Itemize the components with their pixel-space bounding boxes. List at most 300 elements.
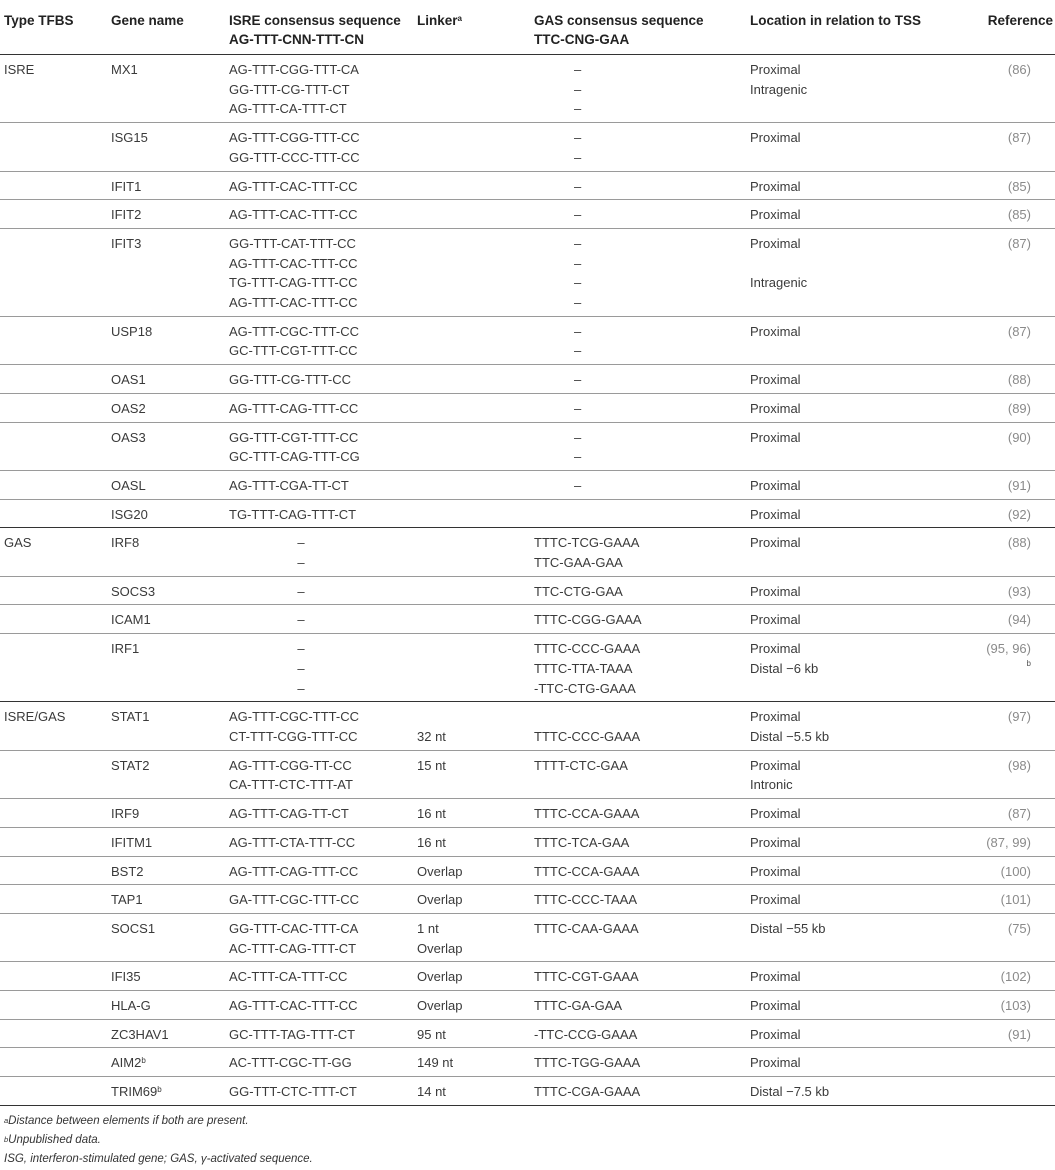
gas-sequence: TTTC-CGA-GAAA [534, 1084, 641, 1100]
gas-sequence: – [574, 235, 582, 251]
header-isre [229, 0, 417, 55]
location-value: Proximal [750, 1055, 801, 1071]
gene-name-cell [111, 365, 229, 394]
linker-cell [417, 316, 534, 364]
gas-sequence: – [574, 477, 582, 493]
gas-sequence [534, 707, 750, 727]
gene-name-cell [111, 1019, 229, 1048]
gas-sequence: TTTC-CGT-GAAA [534, 969, 639, 985]
table-row [0, 365, 1055, 394]
gas-sequence: TTTC-TCG-GAAA [534, 535, 640, 551]
reference-cell [950, 1048, 1055, 1077]
table-row [0, 422, 1055, 470]
isre-sequence-cell [229, 55, 417, 123]
gas-sequence: -TTC-CCG-GAAA [534, 1026, 638, 1042]
gene-footnote-mark: b [141, 1056, 146, 1066]
isre-sequence-cell [229, 171, 417, 200]
gene-name-cell [111, 856, 229, 885]
table-row [0, 393, 1055, 422]
type-tfbs-cell [0, 856, 111, 885]
table-row [0, 470, 1055, 499]
footnote-text: Distance between elements if both are present. [8, 1115, 249, 1127]
reference-cell [950, 171, 1055, 200]
gas-sequence: – [574, 62, 582, 77]
isre-sequence-cell [229, 123, 417, 171]
isre-sequence-cell [229, 528, 417, 576]
location-value: Proximal [750, 506, 801, 522]
header-type: Type TFBS [4, 13, 74, 28]
isre-sequence-cell [229, 200, 417, 229]
isre-sequence-cell [229, 856, 417, 885]
isre-sequence: AG-TTT-CAC-TTT-CC [229, 295, 358, 311]
isre-sequence: GC-TTT-CAG-TTT-CG [229, 449, 360, 465]
table-row [0, 200, 1055, 229]
location-value: Proximal [750, 892, 801, 908]
linker-cell [417, 827, 534, 856]
isre-sequence-cell [229, 1019, 417, 1048]
linker-cell [417, 634, 534, 702]
linker-cell [417, 913, 534, 961]
linker-cell [417, 799, 534, 828]
gene-name: IRF9 [111, 806, 140, 822]
gas-sequence-cell [534, 991, 750, 1020]
table-row [0, 528, 1055, 576]
isre-sequence-cell [229, 991, 417, 1020]
location-value: Proximal [750, 863, 801, 879]
gene-name-cell [111, 228, 229, 316]
gas-sequence: – [574, 101, 582, 117]
type-tfbs-cell [0, 316, 111, 364]
reference-cell [950, 605, 1055, 634]
location-value: Proximal [750, 583, 801, 599]
linker-cell [417, 885, 534, 914]
gene-name-cell [111, 499, 229, 528]
reference-cell [950, 499, 1055, 528]
reference-cell [950, 365, 1055, 394]
gene-name: IRF8 [111, 535, 140, 551]
gene-name-cell [111, 750, 229, 798]
gas-sequence-cell [534, 499, 750, 528]
gas-sequence: – [574, 178, 582, 194]
type-tfbs-cell [0, 750, 111, 798]
gene-name: OASL [111, 477, 146, 493]
reference-value: (98) [1007, 757, 1031, 773]
header-isre-title: ISRE consensus sequence [229, 13, 401, 28]
gas-sequence-cell [534, 827, 750, 856]
type-tfbs-cell [0, 393, 111, 422]
isre-sequence: AG-TTT-CGC-TTT-CC [229, 709, 359, 725]
gas-sequence-cell [534, 171, 750, 200]
linker-cell [417, 528, 534, 576]
reference-cell [950, 913, 1055, 961]
reference-value: (100) [1000, 863, 1031, 879]
table-row [0, 750, 1055, 798]
isre-sequence-cell [229, 799, 417, 828]
isre-sequence: AG-TTT-CTA-TTT-CC [229, 834, 356, 850]
reference-footnote-mark: b [1026, 658, 1031, 668]
location-value: Proximal [750, 998, 801, 1014]
reference-value: (87) [1007, 235, 1031, 251]
reference-value: (90) [1007, 429, 1031, 445]
isre-sequence-cell [229, 316, 417, 364]
isre-sequence: – [297, 612, 305, 628]
isre-sequence: GG-TTT-CGT-TTT-CC [229, 429, 359, 445]
reference-cell [950, 422, 1055, 470]
linker-cell [417, 991, 534, 1020]
reference-value: (88) [1007, 535, 1031, 551]
isre-sequence: GG-TTT-CCC-TTT-CC [229, 149, 360, 165]
isre-sequence: CA-TTT-CTC-TTT-AT [229, 777, 353, 793]
reference-value: (97) [1007, 709, 1031, 725]
type-tfbs-cell [0, 1077, 111, 1106]
table-row [0, 1019, 1055, 1048]
isre-sequence-cell [229, 393, 417, 422]
linker-value: 15 nt [417, 757, 446, 773]
linker-value: 1 nt [417, 920, 439, 936]
gas-sequence: – [574, 400, 582, 416]
reference-cell [950, 991, 1055, 1020]
linker-value: 149 nt [417, 1055, 454, 1071]
reference-cell [950, 750, 1055, 798]
location-cell [750, 991, 950, 1020]
table-row [0, 576, 1055, 605]
location-cell [750, 365, 950, 394]
gas-sequence-cell [534, 702, 750, 750]
reference-cell [950, 634, 1055, 702]
gas-sequence: – [574, 149, 582, 165]
gas-sequence: TTTC-TGG-GAAA [534, 1055, 641, 1071]
gas-sequence-cell [534, 576, 750, 605]
location-value: Proximal [750, 130, 801, 146]
table-row [0, 634, 1055, 702]
linker-value: 14 nt [417, 1084, 446, 1100]
isre-sequence-cell [229, 634, 417, 702]
location-value: Proximal [750, 1026, 801, 1042]
table-row [0, 499, 1055, 528]
isre-sequence: – [297, 660, 305, 676]
gas-sequence: – [574, 323, 582, 339]
isre-sequence: – [297, 641, 305, 657]
gas-sequence-cell [534, 913, 750, 961]
reference-value: (86) [1007, 62, 1031, 77]
isre-sequence-cell [229, 702, 417, 750]
isre-sequence: GG-TTT-CG-TTT-CT [229, 81, 350, 97]
type-tfbs-cell [0, 827, 111, 856]
gene-name-cell [111, 200, 229, 229]
linker-value: 95 nt [417, 1026, 446, 1042]
header-linker-label: Linker [417, 13, 458, 28]
gene-name-cell [111, 393, 229, 422]
footnote [4, 1150, 313, 1169]
table-body [0, 55, 1055, 1106]
gene-name-cell [111, 991, 229, 1020]
gas-sequence-cell [534, 1077, 750, 1106]
header-gas-consensus: TTC-CNG-GAA [534, 32, 630, 47]
location-cell [750, 171, 950, 200]
gas-sequence: TTTC-CGG-GAAA [534, 612, 642, 628]
reference-cell [950, 962, 1055, 991]
isre-sequence: AC-TTT-CGC-TT-GG [229, 1055, 352, 1071]
footnote [4, 1131, 313, 1150]
location-value: Distal −5.5 kb [750, 728, 830, 744]
type-tfbs-cell [0, 365, 111, 394]
type-tfbs-cell [0, 991, 111, 1020]
gas-sequence: TTTC-CCC-GAAA [534, 728, 641, 744]
reference-cell [950, 1019, 1055, 1048]
gas-sequence: – [574, 372, 582, 388]
reference-cell [950, 393, 1055, 422]
gas-sequence-cell [534, 422, 750, 470]
footnote-mark: a [4, 1116, 9, 1125]
gene-name-cell [111, 962, 229, 991]
location-cell [750, 962, 950, 991]
gas-sequence: – [574, 295, 582, 311]
gas-sequence-cell [534, 528, 750, 576]
location-cell [750, 702, 950, 750]
isre-sequence: GC-TTT-CGT-TTT-CC [229, 343, 358, 359]
reference-value: (94) [1007, 612, 1031, 628]
type-tfbs-cell: ISRE/GAS [4, 709, 66, 725]
isre-sequence: AG-TTT-CGA-TT-CT [229, 477, 349, 493]
linker-value [417, 707, 534, 727]
isre-sequence-cell [229, 576, 417, 605]
table-row [0, 228, 1055, 316]
linker-cell [417, 200, 534, 229]
isre-sequence: AG-TTT-CGG-TTT-CC [229, 130, 360, 146]
isre-sequence: AC-TTT-CA-TTT-CC [229, 969, 348, 985]
isre-sequence: AG-TTT-CGC-TTT-CC [229, 323, 359, 339]
location-value: Distal −7.5 kb [750, 1084, 830, 1100]
linker-cell [417, 470, 534, 499]
location-value: Proximal [750, 641, 801, 657]
gene-name: OAS3 [111, 429, 146, 445]
footnote-text: Unpublished data. [8, 1134, 101, 1146]
gas-sequence: – [574, 255, 582, 271]
table-row [0, 991, 1055, 1020]
type-tfbs-cell [0, 1019, 111, 1048]
reference-cell [950, 123, 1055, 171]
gene-name: AIM2 [111, 1055, 142, 1071]
isre-sequence-cell [229, 913, 417, 961]
table-row [0, 702, 1055, 750]
linker-cell [417, 576, 534, 605]
isre-sequence-cell [229, 422, 417, 470]
linker-cell [417, 422, 534, 470]
gas-sequence: TTTC-CCC-GAAA [534, 641, 641, 657]
linker-value: Overlap [417, 998, 463, 1014]
location-value: Distal −6 kb [750, 660, 819, 676]
isre-sequence-cell [229, 365, 417, 394]
reference-value: (91) [1007, 1026, 1031, 1042]
linker-cell [417, 702, 534, 750]
type-tfbs-cell [0, 885, 111, 914]
location-value: Proximal [750, 969, 801, 985]
location-cell [750, 316, 950, 364]
gene-name-cell [111, 885, 229, 914]
linker-cell [417, 365, 534, 394]
header-gene: Gene name [111, 13, 184, 28]
reference-cell [950, 200, 1055, 229]
isre-sequence: AG-TTT-CAC-TTT-CC [229, 255, 358, 271]
footnote-mark: b [4, 1135, 9, 1144]
gene-name-cell [111, 171, 229, 200]
linker-value: 32 nt [417, 728, 446, 744]
location-value: Proximal [750, 62, 801, 77]
gas-sequence: – [574, 343, 582, 359]
isre-sequence: GC-TTT-TAG-TTT-CT [229, 1026, 356, 1042]
gas-sequence-cell [534, 55, 750, 123]
gene-name: IFIT1 [111, 178, 142, 194]
location-cell [750, 750, 950, 798]
type-tfbs-cell [0, 605, 111, 634]
location-cell [750, 422, 950, 470]
gene-name: OAS1 [111, 372, 146, 388]
type-tfbs-cell [0, 962, 111, 991]
location-value: Proximal [750, 612, 801, 628]
gene-name: ICAM1 [111, 612, 151, 628]
gene-name-cell [111, 605, 229, 634]
gas-sequence: TTC-CTG-GAA [534, 583, 623, 599]
location-cell [750, 605, 950, 634]
type-tfbs-cell [0, 200, 111, 229]
location-value: Proximal [750, 323, 801, 339]
location-value: Proximal [750, 535, 801, 551]
reference-value: (87) [1007, 806, 1031, 822]
gene-name-cell [111, 1077, 229, 1106]
gene-name: TAP1 [111, 892, 143, 908]
type-tfbs-cell: GAS [4, 535, 32, 551]
gene-name: IRF1 [111, 641, 140, 657]
isre-sequence: TG-TTT-CAG-TTT-CC [229, 275, 358, 291]
isre-sequence: AC-TTT-CAG-TTT-CT [229, 940, 357, 956]
isre-sequence: CT-TTT-CGG-TTT-CC [229, 728, 358, 744]
gene-name: STAT1 [111, 709, 150, 725]
type-tfbs-cell [0, 913, 111, 961]
isre-sequence: AG-TTT-CAC-TTT-CC [229, 207, 358, 223]
gene-name: ZC3HAV1 [111, 1026, 169, 1042]
type-tfbs-cell [0, 1048, 111, 1077]
linker-cell [417, 1048, 534, 1077]
location-value: Proximal [750, 235, 801, 251]
type-tfbs-cell [0, 228, 111, 316]
location-cell [750, 200, 950, 229]
linker-value: 16 nt [417, 806, 446, 822]
reference-cell [950, 576, 1055, 605]
reference-value: (87, 99) [986, 834, 1031, 850]
location-cell [750, 499, 950, 528]
reference-value: (85) [1007, 207, 1031, 223]
gas-sequence: TTC-GAA-GAA [534, 555, 623, 571]
footnote-text: ISG, interferon-stimulated gene; GAS, γ-activated sequence. [4, 1153, 313, 1165]
table-row [0, 316, 1055, 364]
isre-sequence: GG-TTT-CTC-TTT-CT [229, 1084, 357, 1100]
reference-value: (87) [1007, 323, 1031, 339]
location-cell [750, 856, 950, 885]
isre-sequence: – [297, 680, 305, 696]
gas-sequence: – [574, 130, 582, 146]
gene-name-cell [111, 576, 229, 605]
linker-cell [417, 228, 534, 316]
reference-cell [950, 827, 1055, 856]
location-value: Proximal [750, 400, 801, 416]
location-cell [750, 55, 950, 123]
location-value: Intragenic [750, 81, 808, 97]
reference-cell [950, 1077, 1055, 1106]
location-cell [750, 827, 950, 856]
gas-sequence-cell [534, 962, 750, 991]
isre-sequence-cell [229, 885, 417, 914]
gas-sequence-cell [534, 799, 750, 828]
location-cell [750, 228, 950, 316]
header-gas [534, 0, 750, 55]
reference-value: (93) [1007, 583, 1031, 599]
gas-sequence: TTTT-CTC-GAA [534, 757, 628, 773]
reference-cell [950, 316, 1055, 364]
reference-value: (88) [1007, 372, 1031, 388]
table-row [0, 827, 1055, 856]
linker-value: Overlap [417, 892, 463, 908]
gas-sequence-cell [534, 470, 750, 499]
gene-name-cell [111, 528, 229, 576]
table-row [0, 799, 1055, 828]
reference-value: (87) [1007, 130, 1031, 146]
isre-sequence: AG-TTT-CAC-TTT-CC [229, 178, 358, 194]
linker-cell [417, 123, 534, 171]
isre-sequence: – [297, 583, 305, 599]
header-linker-footnote-mark: a [457, 14, 462, 23]
isre-sequence: GA-TTT-CGC-TTT-CC [229, 892, 359, 908]
reference-cell [950, 55, 1055, 123]
linker-cell [417, 856, 534, 885]
isre-sequence: – [297, 555, 305, 571]
gas-sequence-cell [534, 605, 750, 634]
gene-name-cell [111, 123, 229, 171]
gas-sequence-cell [534, 228, 750, 316]
table-row [0, 123, 1055, 171]
reference-value: (89) [1007, 400, 1031, 416]
location-value: Proximal [750, 834, 801, 850]
gas-sequence-cell [534, 123, 750, 171]
table-row [0, 171, 1055, 200]
gas-sequence: TTTC-CCA-GAAA [534, 806, 640, 822]
gene-name-cell [111, 422, 229, 470]
table-row [0, 1048, 1055, 1077]
linker-cell [417, 962, 534, 991]
gene-name: SOCS1 [111, 920, 156, 936]
gene-name: HLA-G [111, 998, 151, 1014]
isre-sequence-cell [229, 1048, 417, 1077]
location-value: Proximal [750, 477, 801, 493]
linker-cell [417, 1077, 534, 1106]
isre-sequence: GG-TTT-CAC-TTT-CA [229, 920, 359, 936]
gene-name: IFITM1 [111, 834, 153, 850]
gene-name: TRIM69 [111, 1084, 158, 1100]
type-tfbs-cell [0, 634, 111, 702]
gas-sequence-cell [534, 200, 750, 229]
gas-sequence: – [574, 81, 582, 97]
table-row [0, 913, 1055, 961]
header-reference: Reference [987, 13, 1053, 28]
gene-name: IFIT3 [111, 235, 142, 251]
reference-cell [950, 799, 1055, 828]
gas-sequence: TTTC-TCA-GAA [534, 834, 630, 850]
linker-cell [417, 1019, 534, 1048]
isre-sequence: AG-TTT-CAC-TTT-CC [229, 998, 358, 1014]
isre-sequence: AG-TTT-CAG-TTT-CC [229, 400, 359, 416]
location-cell [750, 393, 950, 422]
location-value: Proximal [750, 207, 801, 223]
gene-name: MX1 [111, 62, 138, 77]
